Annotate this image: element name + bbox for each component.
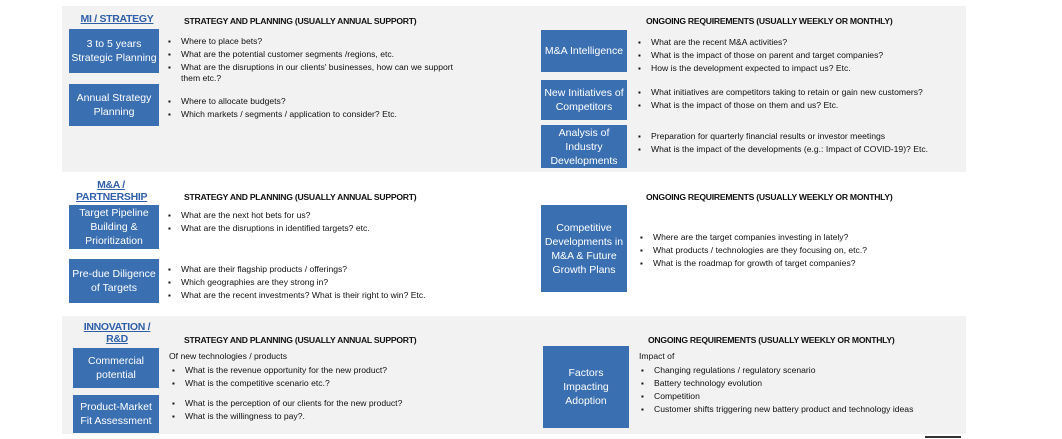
section2-right-bullets-1 xyxy=(638,232,928,271)
bullet-item: ▪ What is the perception of our clients for the new product? xyxy=(170,398,460,409)
section2-left-bullets-2 xyxy=(166,264,466,303)
section1-right-bullets-2 xyxy=(636,87,926,113)
section1-right-bullets-1 xyxy=(636,37,936,76)
section1-left-bullets-1 xyxy=(166,36,456,86)
box-3-to-5-years-strategic-planning: 3 to 5 years Strategic Planning xyxy=(69,29,159,73)
section1-right-bullets-3 xyxy=(636,131,936,157)
bullet-item: ▪ Customer shifts triggering new battery product and technology ideas xyxy=(639,404,949,415)
section3-left-header: STRATEGY AND PLANNING (USUALLY ANNUAL SUPPORT) xyxy=(184,335,417,345)
bullet-item: ▪ What are the disruptions in our clients' businesses, how can we support them etc.? xyxy=(166,62,456,84)
section3-right-bullets-1 xyxy=(639,365,949,417)
bullet-item: ▪ What are the recent investments? What is their right to win? Etc. xyxy=(166,290,466,301)
bullet-item: ▪ Changing regulations / regulatory scenario xyxy=(639,365,949,376)
section-title-mi-strategy: MI / STRATEGY xyxy=(80,13,154,25)
bullet-item: ▪ Preparation for quarterly financial results or investor meetings xyxy=(636,131,936,142)
bullet-item: ▪ What initiatives are competitors taking to retain or gain new customers? xyxy=(636,87,926,98)
box-annual-strategy-planning: Annual Strategy Planning xyxy=(69,84,159,126)
bullet-item: ▪ Which geographies are they strong in? xyxy=(166,277,466,288)
section1-right-header: ONGOING REQUIREMENTS (USUALLY WEEKLY OR MONTHLY) xyxy=(646,16,893,26)
section3-left-lead: Of new technologies / products xyxy=(169,351,287,361)
box-new-initiatives-of-competitors: New Initiatives of Competitors xyxy=(541,80,627,120)
bullet-item: ▪ Where to place bets? xyxy=(166,36,456,47)
bullet-item: ▪ What are their flagship products / offerings? xyxy=(166,264,466,275)
bullet-item: ▪ How is the development expected to impact us? Etc. xyxy=(636,63,936,74)
bullet-item: ▪ Where to allocate budgets? xyxy=(166,96,456,107)
section3-right-header: ONGOING REQUIREMENTS (USUALLY WEEKLY OR MONTHLY) xyxy=(648,335,895,345)
section-title-ma-partnership: M&A / PARTNERSHIP xyxy=(76,179,148,203)
bullet-item: ▪ What are the recent M&A activities? xyxy=(636,37,936,48)
box-competitive-developments: Competitive Developments in M&A & Future Growth Plans xyxy=(541,205,627,292)
section1-left-bullets-2 xyxy=(166,96,456,122)
footer-divider xyxy=(925,436,961,438)
section2-right-header: ONGOING REQUIREMENTS (USUALLY WEEKLY OR MONTHLY) xyxy=(646,192,893,202)
bullet-item: ▪ What are the disruptions in identified targets? etc. xyxy=(166,223,456,234)
section1-left-header: STRATEGY AND PLANNING (USUALLY ANNUAL SUPPORT) xyxy=(184,16,417,26)
bullet-item: ▪ What is the impact of those on parent and target companies? xyxy=(636,50,936,61)
bullet-item: ▪ What is the impact of those on them and us? Etc. xyxy=(636,100,926,111)
bullet-item: ▪ Battery technology evolution xyxy=(639,378,949,389)
box-ma-intelligence: M&A Intelligence xyxy=(541,30,627,72)
section3-right-lead: Impact of xyxy=(639,351,675,361)
section3-left-bullets-1 xyxy=(170,365,460,391)
section3-left-bullets-2 xyxy=(170,398,460,424)
bullet-item: ▪ What is the impact of the developments (e.g.: Impact of COVID-19)? Etc. xyxy=(636,144,936,155)
box-analysis-of-industry-developments: Analysis of Industry Developments xyxy=(541,125,627,168)
bullet-item: ▪ What is the competitive scenario etc.? xyxy=(170,378,460,389)
bullet-item: ▪ What products / technologies are they focusing on, etc.? xyxy=(638,245,928,256)
bullet-item: ▪ Where are the target companies investing in lately? xyxy=(638,232,928,243)
bullet-item: ▪ What are the next hot bets for us? xyxy=(166,210,456,221)
box-target-pipeline-building: Target Pipeline Building & Prioritization xyxy=(69,205,159,249)
section2-left-bullets-1 xyxy=(166,210,456,236)
box-factors-impacting-adoption: Factors Impacting Adoption xyxy=(543,346,629,428)
section2-left-header: STRATEGY AND PLANNING (USUALLY ANNUAL SUPPORT) xyxy=(184,192,417,202)
bullet-item: ▪ What is the willingness to pay?. xyxy=(170,411,460,422)
section-title-innovation-rd: INNOVATION / R&D xyxy=(83,321,151,345)
bullet-item: ▪ What are the potential customer segments /regions, etc. xyxy=(166,49,456,60)
box-commercial-potential: Commercial potential xyxy=(73,348,159,388)
bullet-item: ▪ Competition xyxy=(639,391,949,402)
box-pre-due-diligence-of-targets: Pre-due Diligence of Targets xyxy=(69,259,159,303)
bullet-item: ▪ What is the revenue opportunity for the new product? xyxy=(170,365,460,376)
bullet-item: ▪ What is the roadmap for growth of target companies? xyxy=(638,258,928,269)
box-product-market-fit-assessment: Product-Market Fit Assessment xyxy=(73,395,159,433)
bullet-item: ▪ Which markets / segments / application to consider? Etc. xyxy=(166,109,456,120)
